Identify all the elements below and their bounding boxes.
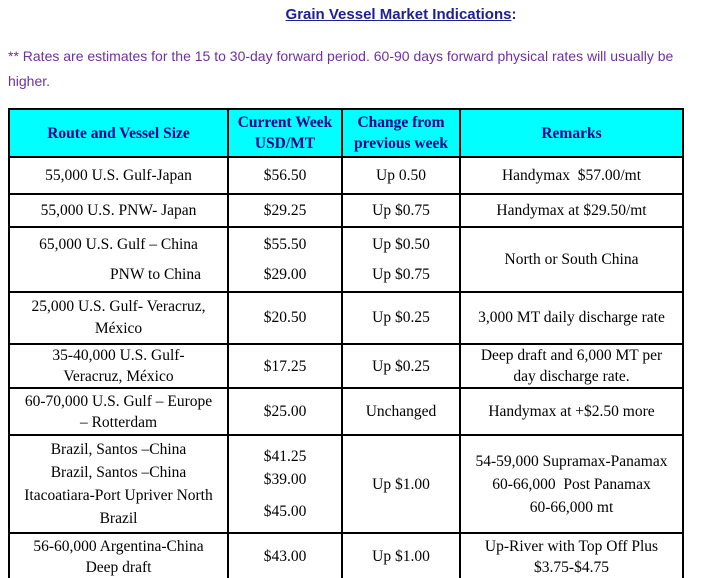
remarks-cell: Up-River with Top Off Plus $3.75-$4.75 (460, 533, 683, 578)
rate-cell: $20.50 (228, 292, 342, 344)
table-row (9, 227, 683, 292)
remarks-cell: 54-59,000 Supramax-Panamax 60-66,000 Post Panamax 60-66,000 mt (460, 435, 683, 533)
table-row (9, 388, 683, 435)
change-cell: Up 0.50 (342, 157, 460, 194)
header-route-and-vessel-size (9, 109, 228, 157)
remarks-cell: 3,000 MT daily discharge rate (460, 292, 683, 344)
header-label: Current Week (237, 114, 333, 131)
header-label: Change from (357, 114, 445, 131)
header-label: Remarks (541, 124, 602, 142)
page-title-colon: : (511, 6, 517, 23)
change-cell: Up $0.25 (342, 344, 460, 388)
rate-cell: $25.00 (228, 388, 342, 435)
route-cell: 60-70,000 U.S. Gulf – Europe – Rotterdam (9, 388, 228, 435)
rate-cell: $29.25 (228, 194, 342, 227)
change-cell: Up $1.00 (342, 435, 460, 533)
rate-cell: $17.25 (228, 344, 342, 388)
rate-cell: $43.00 (228, 533, 342, 578)
rate-cell: $41.25 $39.00 $45.00 (228, 435, 342, 533)
header-label: Route and Vessel Size (47, 124, 190, 142)
rates-disclaimer-note: ** Rates are estimates for the 15 to 30-day forward period. 60-90 days forward physical rates will usually be higher. (8, 48, 674, 89)
remarks-cell: Handymax $57.00/mt (460, 157, 683, 194)
change-cell: Up $1.00 (342, 533, 460, 578)
change-cell: Up $0.75 (342, 194, 460, 227)
header-change-from-previous-week (342, 109, 460, 157)
table-row (9, 435, 683, 533)
table-header-row (9, 109, 683, 157)
rate-cell: $55.50 $29.00 (228, 227, 342, 292)
route-cell: 56-60,000 Argentina-China Deep draft (9, 533, 228, 578)
header-current-week-usd-mt (228, 109, 342, 157)
remarks-cell: Deep draft and 6,000 MT per day discharge rate. (460, 344, 683, 388)
page-title-text: Grain Vessel Market Indications (285, 6, 512, 23)
header-label: USD/MT (254, 135, 316, 152)
change-cell: Up $0.25 (342, 292, 460, 344)
remarks-cell: Handymax at $29.50/mt (460, 194, 683, 227)
route-cell: Brazil, Santos –China Brazil, Santos –China Itacoatiara-Port Upriver North Brazil (9, 435, 228, 533)
table-row (9, 194, 683, 227)
rate-cell: $56.50 (228, 157, 342, 194)
header-remarks (460, 109, 683, 157)
table-row (9, 157, 683, 194)
remarks-cell: Handymax at +$2.50 more (460, 388, 683, 435)
table-row (9, 344, 683, 388)
table-row (9, 533, 683, 578)
route-cell: 35-40,000 U.S. Gulf- Veracruz, México (9, 344, 228, 388)
route-cell: 65,000 U.S. Gulf – China PNW to China (9, 227, 228, 292)
change-cell: Up $0.50 Up $0.75 (342, 227, 460, 292)
table-row (9, 292, 683, 344)
route-cell: 55,000 U.S. PNW- Japan (9, 194, 228, 227)
header-label: previous week (353, 135, 448, 152)
grain-vessel-market-table (8, 108, 684, 578)
route-cell: 55,000 U.S. Gulf-Japan (9, 157, 228, 194)
route-cell: 25,000 U.S. Gulf- Veracruz, México (9, 292, 228, 344)
remarks-cell: North or South China (460, 227, 683, 292)
change-cell: Unchanged (342, 388, 460, 435)
page-title (82, 6, 720, 23)
